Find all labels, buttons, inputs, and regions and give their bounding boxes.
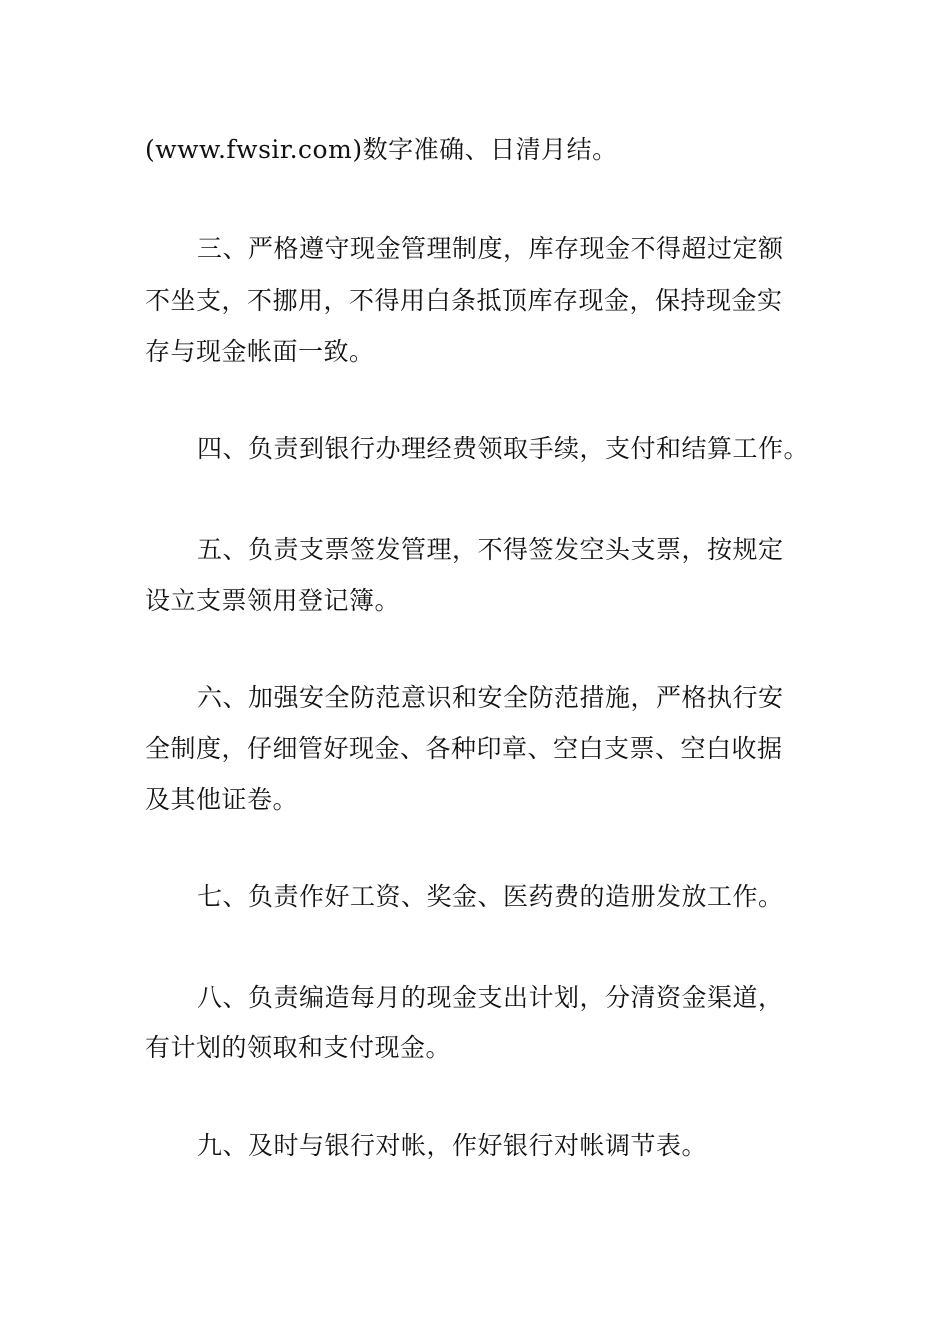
text-line-14: 九、及时与银行对帐，作好银行对帐调节表。 (197, 1131, 708, 1160)
text-line-12: 八、负责编造每月的现金支出计划，分清资金渠道， (197, 983, 784, 1012)
text-line-1: (www.fwsir.com)数字准确、日清月结。 (145, 135, 618, 164)
text-line-4: 存与现金帐面一致。 (145, 337, 375, 366)
text-line-7: 设立支票领用登记簿。 (145, 586, 401, 615)
text-line-6: 五、负责支票签发管理，不得签发空头支票，按规定 (197, 535, 784, 564)
text-line-5: 四、负责到银行办理经费领取手续，支付和结算工作。 (197, 434, 810, 463)
text-line-9: 全制度，仔细管好现金、各种印章、空白支票、空白收据 (145, 734, 783, 763)
text-line-3: 不坐支，不挪用，不得用白条抵顶库存现金，保持现金实 (145, 286, 783, 315)
text-line-2: 三、严格遵守现金管理制度，库存现金不得超过定额 (197, 234, 784, 263)
text-line-11: 七、负责作好工资、奖金、医药费的造册发放工作。 (197, 882, 784, 911)
text-line-10: 及其他证卷。 (145, 785, 299, 814)
text-line-13: 有计划的领取和支付现金。 (145, 1033, 452, 1062)
text-line-8: 六、加强安全防范意识和安全防范措施，严格执行安 (197, 683, 784, 712)
